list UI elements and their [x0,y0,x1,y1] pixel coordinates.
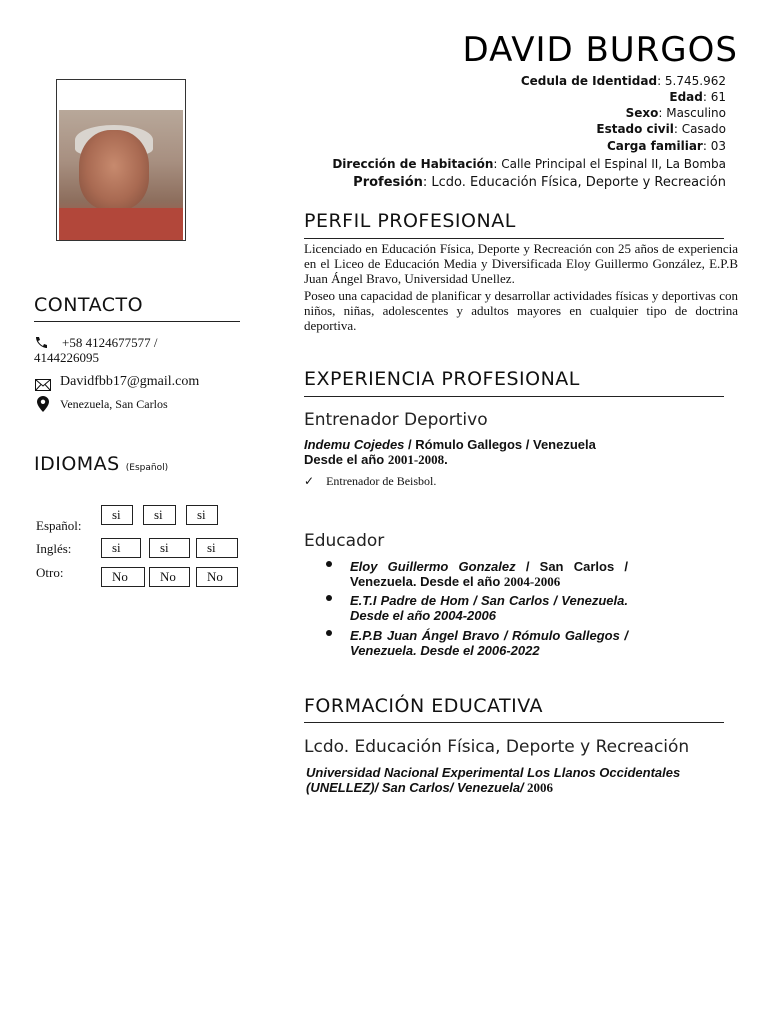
formacion-rule [304,722,724,723]
job1-title: Entrenador Deportivo [304,410,488,430]
degree-title: Lcdo. Educación Física, Deporte y Recreación [304,737,690,757]
info-direccion: Dirección de Habitación: Calle Principal el Espinal II, La Bomba [332,157,726,171]
lang-label-otro: Otro: [36,565,64,580]
info-cedula: Cedula de Identidad: 5.745.962 [520,74,726,88]
lang-box: No [101,567,145,587]
idiomas-heading: IDIOMAS (Español) [34,453,169,475]
experiencia-heading: EXPERIENCIA PROFESIONAL [304,368,580,390]
phone-number-2[interactable]: 4144226095 [34,350,99,365]
check-icon: ✓ [304,474,315,488]
profile-photo [56,79,186,241]
info-edad: Edad: 61 [669,90,726,104]
location-text: Venezuela, San Carlos [60,397,168,411]
lang-box: No [196,567,238,587]
info-estado-civil: Estado civil: Casado [596,122,726,136]
info-sexo: Sexo: Masculino [625,106,726,120]
perfil-heading: PERFIL PROFESIONAL [304,210,516,232]
experiencia-rule [304,396,724,397]
lang-box: si [101,505,133,525]
lang-box: si [143,505,176,525]
contacto-rule [34,321,240,322]
bullet-icon [326,561,332,567]
contacto-heading: CONTACTO [34,294,144,316]
job1-place: Indemu Cojedes / Rómulo Gallegos / Venezuela [304,437,596,452]
lang-box: si [149,538,190,558]
formacion-heading: FORMACIÓN EDUCATIVA [304,695,544,717]
lang-box: si [186,505,218,525]
job2-title: Educador [304,531,385,551]
candidate-name: DAVID BURGOS [462,30,738,70]
lang-label-espanol: Español: [36,518,82,533]
location-pin-icon [37,396,49,412]
perfil-paragraph-2: Poseo una capacidad de planificar y desarrollar actividades físicas y deportivas con niños, niñas, adolescentes y adultos mayores en cualquier tipo de doctrina deportiva. [304,288,738,333]
perfil-paragraph-1: Licenciado en Educación Física, Deporte y Recreación con 25 años de experiencia en el Liceo de Educación Media y Diversificada Eloy Guillermo González, E.P.B Juan Ángel Bravo, Universidad Unellez. [304,241,738,286]
job1-since: Desde el año 2001-2008. [304,452,448,467]
email-link[interactable]: Davidfbb17@gmail.com [60,374,200,389]
perfil-rule [304,238,724,239]
phone-icon [34,335,50,349]
lang-box: si [101,538,141,558]
lang-label-ingles: Inglés: [36,541,72,556]
lang-box: No [149,567,190,587]
institution: Universidad Nacional Experimental Los Llanos Occidentales (UNELLEZ)/ San Carlos/ Venezuela/ 2006 [306,765,681,795]
lang-box: si [196,538,238,558]
info-carga-familiar: Carga familiar: 03 [606,139,726,153]
mail-icon [35,376,51,388]
bullet-icon [326,630,332,636]
info-profesion: Profesión: Lcdo. Educación Física, Deporte y Recreación [353,175,726,190]
bullet-icon [326,595,332,601]
job1-task: ✓ Entrenador de Beisbol. [304,474,437,488]
phone-number[interactable]: +58 4124677577 / [62,335,158,350]
